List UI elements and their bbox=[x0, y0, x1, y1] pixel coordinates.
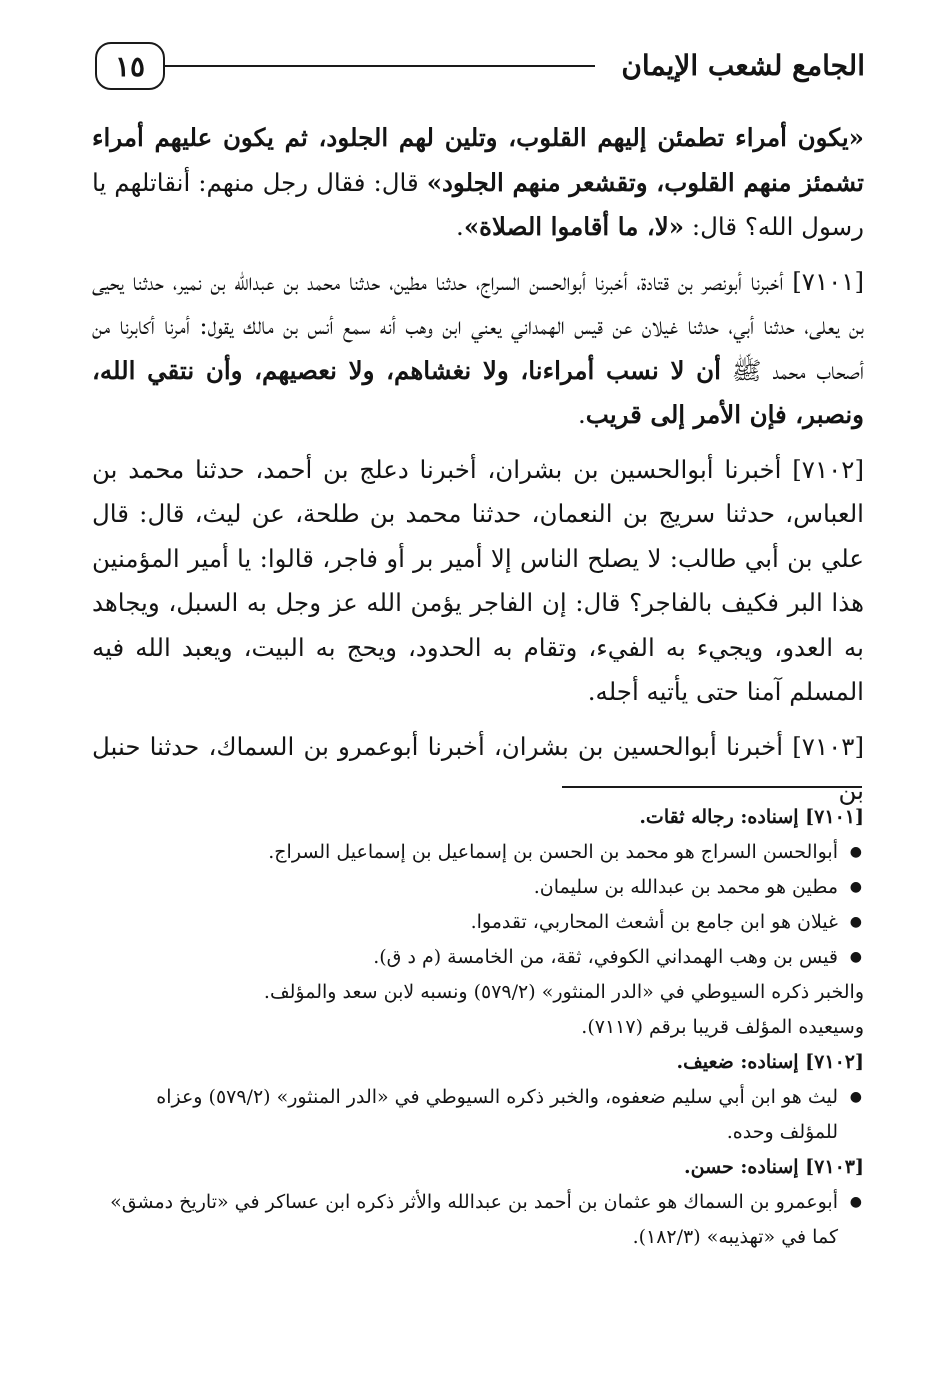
quote-bold: «لا، ما أقاموا الصلاة» bbox=[463, 212, 685, 241]
running-title: الجامع لشعب الإيمان bbox=[621, 49, 865, 82]
footnote-separator bbox=[562, 786, 862, 788]
footnote-item: ● قيس بن وهب الهمداني الكوفي، ثقة، من الخامسة (م د ق). bbox=[92, 940, 838, 975]
paragraph-7101: [٧١٠١] أخبرنا أبونصر بن قتادة، أخبرنا أبوالحسن السراج، حدثنا مطين، حدثنا محمد بن عبدالله بن نمير، حدثنا يحيى بن يعلى، حدثنا أبي، حدثنا غيلان عن قيس الهمداني يعني ابن وهب أنه سمع أنس بن مالك يقول: أمرنا أكابرنا من أصحاب محمد ﷺ أن لا نسب أمراءنا، ولا نغشاهم، ولا نعصيهم، وأن نتقي الله، ونصبر، فإن الأمر إلى قريب. bbox=[92, 266, 864, 429]
footnote-heading-7101: [٧١٠١] إسناده: رجاله ثقات. bbox=[639, 806, 864, 828]
footnote-item: ● أبوعمرو بن السماك هو عثمان بن أحمد بن عبدالله والأثر ذكره ابن عساكر في «تاريخ دمشق» كما في «تهذيبه» (١٨٢/٣). bbox=[92, 1185, 838, 1255]
footnote-item: ● أبوالحسن السراج هو محمد بن الحسن بن إسماعيل بن إسماعيل السراج. bbox=[92, 835, 838, 870]
quote-bold: أن لا نسب أمراءنا، ولا نغشاهم، ولا نعصيهم، وأن نتقي الله، ونصبر، فإن الأمر إلى قريب bbox=[92, 355, 864, 429]
footnote-item: ● ليث هو ابن أبي سليم ضعفوه، والخبر ذكره السيوطي في «الدر المنثور» (٥٧٩/٢) وعزاه للمؤلف وحده. bbox=[92, 1080, 838, 1150]
footnote-text: والخبر ذكره السيوطي في «الدر المنثور» (٥٧٩/٢) ونسبه لابن سعد والمؤلف. bbox=[263, 981, 864, 1003]
paragraph-hadith-continuation: «يكون أمراء تطمئن إليهم القلوب، وتلين لهم الجلود، ثم يكون عليهم أمراء تشمئز منهم القلوب، وتقشعر منهم الجلود» قال: فقال رجل منهم: أنقاتلهم يا رسول الله؟ قال: «لا، ما أقاموا الصلاة». bbox=[92, 123, 864, 241]
footnote-list-7103 bbox=[92, 1185, 864, 1255]
header-rule bbox=[165, 65, 595, 67]
footnotes bbox=[92, 800, 864, 1255]
footnote-heading-7103: [٧١٠٣] إسناده: حسن. bbox=[684, 1156, 864, 1178]
footnote-text: وسيعيده المؤلف قريبا برقم (٧١١٧). bbox=[581, 1016, 864, 1038]
footnote-list-7101 bbox=[92, 835, 864, 975]
page-number: ١٥ bbox=[95, 42, 165, 90]
paragraph-7103: [٧١٠٣] أخبرنا أبوالحسين بن بشران، أخبرنا أبوعمرو بن السماك، حدثنا حنبل بن bbox=[92, 731, 864, 805]
footnote-item: ● غيلان هو ابن جامع بن أشعث المحاربي، تقدموا. bbox=[92, 905, 838, 940]
paragraph-text: قال: فقال رجل منهم: أنقاتلهم يا رسول الله؟ قال: bbox=[92, 167, 864, 241]
footnote-item: ● مطين هو محمد بن عبدالله بن سليمان. bbox=[92, 870, 838, 905]
paragraph-text: [٧١٠١] أخبرنا أبونصر بن قتادة، أخبرنا أبوالحسن السراج، حدثنا مطين، حدثنا محمد بن عبدالله بن نمير، حدثنا يحيى بن يعلى، حدثنا أبي، حدثنا غيلان عن قيس الهمداني يعني ابن وهب أنه سمع أنس بن مالك يقول: أمرنا أكابرنا من أصحاب محمد ﷺ bbox=[92, 266, 864, 385]
footnote-list-7102 bbox=[92, 1080, 864, 1150]
footnote-heading-7102: [٧١٠٢] إسناده: ضعيف. bbox=[676, 1051, 864, 1073]
paragraph-7102: [٧١٠٢] أخبرنا أبوالحسين بن بشران، أخبرنا دعلج بن أحمد، حدثنا محمد بن العباس، حدثنا سريج بن النعمان، حدثنا محمد بن طلحة، عن ليث، قال: قال علي بن أبي طالب: لا يصلح الناس إلا أمير بر أو فاجر، قالوا: يا أمير المؤمنين هذا البر فكيف بالفاجر؟ قال: إن الفاجر يؤمن الله عز وجل به السبل، ويجاهد به العدو، ويجيء به الفيء، وتقام به الحدود، ويحج به البيت، ويعبد الله فيه المسلم آمنا حتى يأتيه أجله. bbox=[92, 454, 864, 706]
main-text bbox=[92, 116, 864, 824]
page-header bbox=[95, 38, 865, 98]
quote-bold: «يكون أمراء تطمئن إليهم القلوب، وتلين لهم الجلود، ثم يكون عليهم أمراء تشمئز منهم القلوب، وتقشعر منهم الجلود» bbox=[92, 123, 864, 197]
